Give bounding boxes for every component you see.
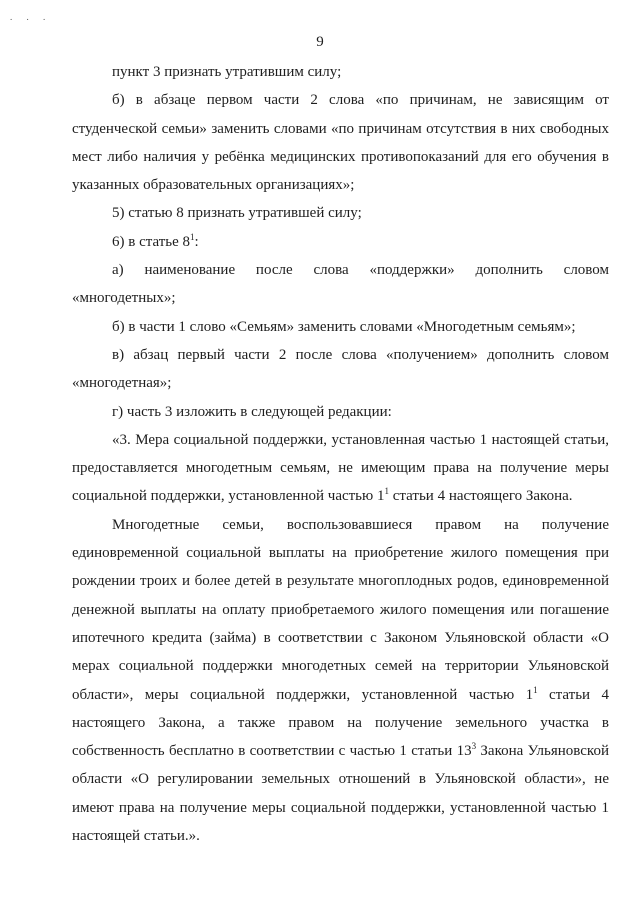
page-number: 9 bbox=[316, 34, 324, 50]
paragraph-text: Закона Ульяновской области «О регулировании земельных отношений в Ульяновской области», не имеют права на получение меры социальной поддержки, установленной частью 1 настоящей статьи.». bbox=[72, 743, 609, 845]
superscript: 3 bbox=[471, 741, 477, 752]
paragraph: а) наименование после слова «поддержки» дополнить словом «многодетных»; bbox=[72, 262, 609, 307]
paragraph-text: Многодетные семьи, воспользовавшиеся правом на получение единовременной социальной выплаты на приобретение жилого помещения при рождении троих и более детей в результате многоплодных родов, единовременной денежной выплаты на оплату приобретаемого жилого помещения или погашение ипотечного кредита (займа) в соответствии с Законом Ульяновской области «О мерах социальной поддержки многодетных семей на территории Ульяновской области», меры социальной поддержки, установленной частью 1 bbox=[72, 516, 609, 703]
paragraph: 5) статью 8 признать утратившей силу; bbox=[112, 205, 362, 222]
paragraph bbox=[72, 511, 609, 851]
superscript: 1 bbox=[384, 486, 389, 497]
paragraph: б) в части 1 слово «Семьям» заменить словами «Многодетным семьям»; bbox=[112, 318, 576, 335]
paragraph: г) часть 3 изложить в следующей редакции: bbox=[112, 403, 392, 420]
paragraph-text: : bbox=[194, 233, 199, 250]
superscript: 1 bbox=[533, 684, 538, 695]
superscript: 1 bbox=[190, 231, 195, 242]
paragraph bbox=[72, 228, 609, 256]
paragraph-text: 6) в статье 8 bbox=[112, 233, 191, 250]
paragraph-text: статьи 4 настоящего Закона, а также правом на получение земельного участка в собственность бесплатно в соответствии с частью 1 статьи 13 bbox=[72, 686, 609, 760]
scan-corner-marks: . . . bbox=[10, 12, 52, 22]
document-body bbox=[72, 58, 609, 850]
paragraph: пункт 3 признать утратившим силу; bbox=[112, 64, 342, 80]
paragraph: в) абзац первый части 2 после слова «получением» дополнить словом «многодетная»; bbox=[72, 346, 609, 392]
paragraph bbox=[72, 426, 609, 511]
paragraph-text: «3. Мера социальной поддержки, установленная частью 1 настоящей статьи, предоставляется многодетным семьям, не имеющим права на получение меры социальной поддержки, установленной частью 1 bbox=[72, 431, 609, 505]
paragraph: б) в абзаце первом части 2 слова «по причинам, не зависящим от студенческой семьи» заменить словами «по причинам отсутствия в них свободных мест либо наличия у ребёнка медицинских противопоказаний для его обучения в указанных образовательных организациях»; bbox=[72, 92, 609, 194]
paragraph-text: статьи 4 настоящего Закона. bbox=[388, 488, 573, 505]
